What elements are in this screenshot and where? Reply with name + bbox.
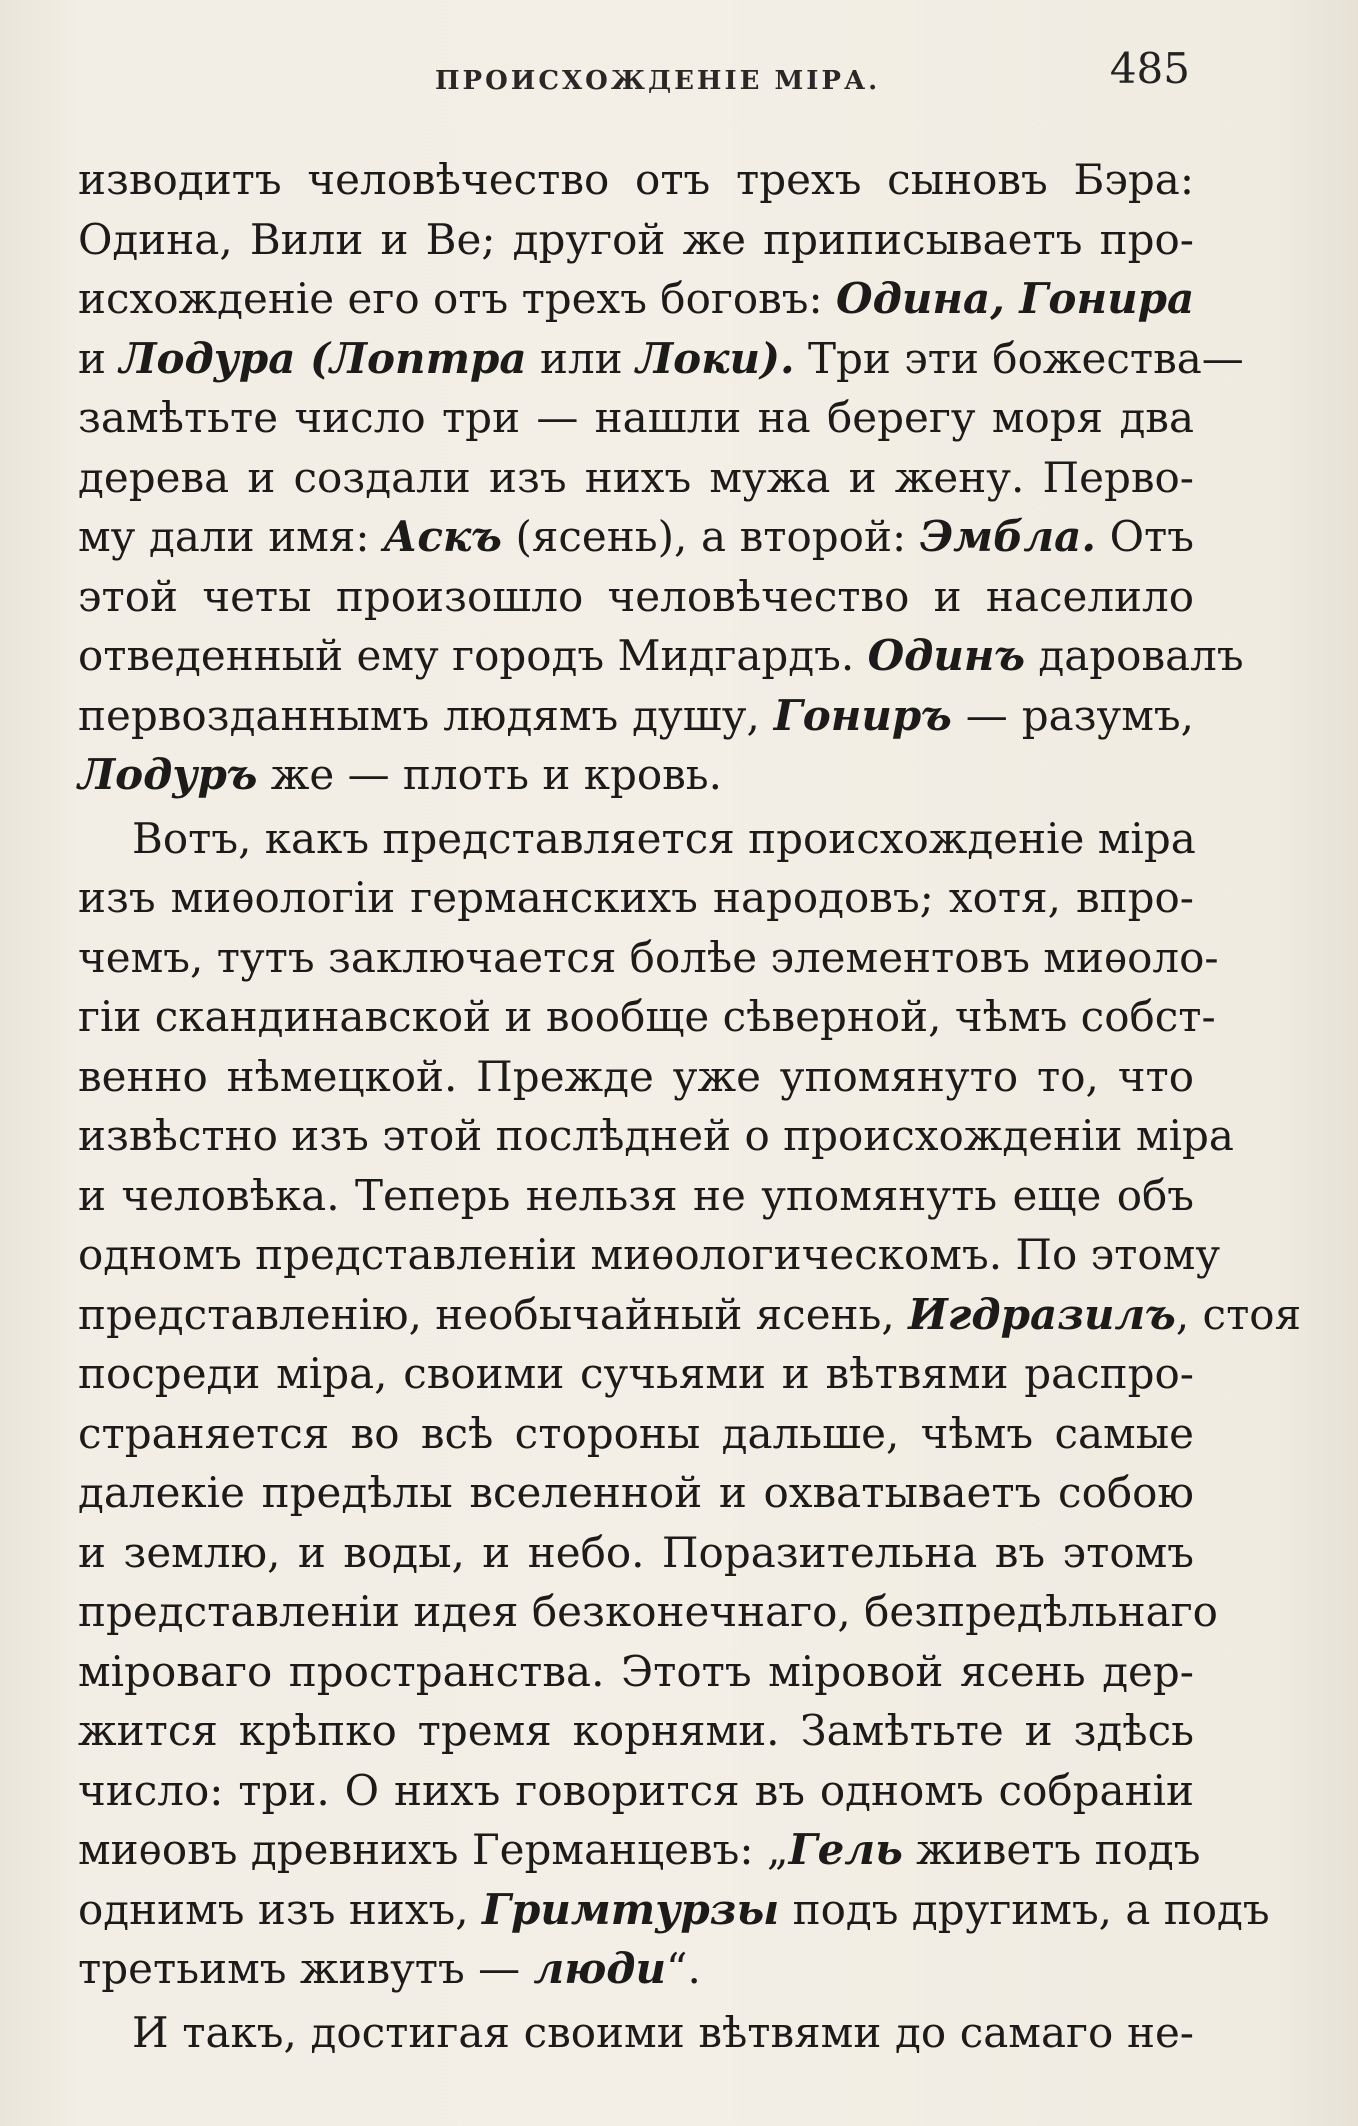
- text-line: [78, 1047, 1194, 1107]
- italic-name: Одина, Гонира: [836, 274, 1195, 323]
- text-run: страняется во всѣ стороны дальше, чѣмъ самые: [78, 1408, 1194, 1458]
- text-run: му дали имя:: [78, 512, 384, 561]
- text-run: или: [526, 333, 636, 383]
- text-run: дерева и создали изъ нихъ мужа и жену. Перво-: [78, 452, 1194, 502]
- text-run: же — плоть и кровь.: [257, 750, 722, 799]
- text-run: изводитъ человѣчество отъ трехъ сыновъ Бэра:: [78, 155, 1194, 204]
- text-run: Одина, Вили и Ве; другой же приписываетъ про-: [78, 214, 1194, 264]
- text-run: извѣстно изъ этой послѣдней о происхожденіи міра: [78, 1111, 1234, 1160]
- running-head: ПРОИСХОЖДЕНІЕ МІРА.: [435, 66, 881, 96]
- text-run: даровалъ: [1025, 631, 1244, 680]
- text-line: [78, 928, 1219, 988]
- text-line: [78, 1820, 1201, 1880]
- text-run: міроваго пространства. Этотъ міровой ясень дер-: [78, 1646, 1194, 1696]
- text-line: [78, 1463, 1194, 1523]
- text-line: [78, 1106, 1234, 1166]
- italic-name: Локи).: [635, 333, 795, 383]
- text-run: представленіи идея безконечнаго, безпредѣльнаго: [78, 1587, 1218, 1636]
- italic-name: люди: [533, 1944, 667, 1993]
- text-run: , стоя: [1175, 1289, 1302, 1339]
- italic-name: Одинъ: [867, 631, 1026, 680]
- text-run: чемъ, тутъ заключается болѣе элементовъ миѳоло-: [78, 932, 1219, 982]
- italic-name: Гримтурзы: [481, 1884, 780, 1934]
- italic-name: Лодуръ: [78, 750, 258, 799]
- text-line: [78, 626, 1244, 686]
- text-line: [78, 210, 1194, 270]
- body-text: [78, 150, 1302, 2062]
- paragraph: [78, 150, 1244, 805]
- text-run: жится крѣпко тремя корнями. Замѣтьте и здѣсь: [78, 1706, 1194, 1755]
- italic-name: Игдразилъ: [908, 1289, 1176, 1339]
- text-line: [78, 1761, 1194, 1821]
- text-line: [78, 1404, 1194, 1464]
- text-run: посреди міра, своими сучьями и вѣтвями распро-: [78, 1349, 1194, 1398]
- text-run: и человѣка. Теперь нельзя не упомянуть еще объ: [78, 1170, 1194, 1220]
- text-line: [78, 329, 1244, 389]
- text-line: [78, 987, 1216, 1047]
- text-run: изъ миѳологіи германскихъ народовъ; хотя, впро-: [78, 873, 1194, 922]
- text-line: [78, 745, 1194, 805]
- text-run: подъ другимъ, а подъ: [779, 1884, 1270, 1934]
- text-line: [78, 507, 1194, 567]
- text-line: [78, 868, 1194, 928]
- text-run: исхожденіе его отъ трехъ боговъ:: [78, 274, 837, 323]
- text-run: далекіе предѣлы вселенной и охватываетъ собою: [78, 1468, 1194, 1517]
- text-line: [78, 1166, 1194, 1226]
- text-run: одномъ представленіи миѳологическомъ. По этому: [78, 1230, 1221, 1279]
- text-line: [78, 686, 1194, 746]
- text-line: [78, 150, 1194, 210]
- text-line: [78, 1939, 1194, 1999]
- text-run: Отъ: [1095, 512, 1194, 561]
- text-line: [78, 448, 1194, 508]
- text-line: [78, 1582, 1218, 1642]
- text-run: отведенный ему городъ Мидгардъ.: [78, 631, 868, 680]
- text-line: [78, 1642, 1194, 1702]
- text-line: [78, 1880, 1270, 1940]
- paragraph: [78, 809, 1302, 1999]
- italic-name: Гониръ: [773, 690, 952, 740]
- text-line: [78, 1344, 1194, 1404]
- text-line: [78, 567, 1194, 627]
- text-run: первозданнымъ людямъ душу,: [78, 690, 774, 740]
- text-line: [78, 1701, 1194, 1761]
- text-run: этой четы произошло человѣчество и населило: [78, 571, 1194, 621]
- text-run: венно нѣмецкой. Прежде уже упомянуто то, что: [78, 1051, 1194, 1101]
- text-line: [78, 388, 1194, 448]
- italic-name: Лодура (Лоптра: [119, 333, 527, 383]
- text-line: [78, 1285, 1302, 1345]
- text-run: миѳовъ древнихъ Германцевъ: „: [78, 1825, 789, 1874]
- text-run: гіи скандинавской и вообще сѣверной, чѣмъ собст-: [78, 992, 1216, 1041]
- text-run: и землю, и воды, и небо. Поразительна въ этомъ: [78, 1527, 1194, 1577]
- text-run: И такъ, достигая своими вѣтвями до самаго не-: [132, 2007, 1194, 2057]
- text-run: Вотъ, какъ представляется происхожденіе міра: [132, 813, 1196, 863]
- italic-name: Гель: [788, 1825, 903, 1874]
- text-line: [78, 1523, 1194, 1583]
- text-run: и: [78, 333, 120, 383]
- text-run: “.: [666, 1944, 701, 1993]
- text-line: [78, 809, 1194, 869]
- text-run: (ясень), а второй:: [501, 512, 920, 561]
- text-run: третьимъ живутъ —: [78, 1944, 534, 1993]
- italic-name: Аскъ: [383, 512, 502, 561]
- text-run: представленію, необычайный ясень,: [78, 1289, 909, 1339]
- text-line: [78, 2003, 1194, 2063]
- text-run: число: три. О нихъ говорится въ одномъ собраніи: [78, 1765, 1194, 1815]
- text-run: Три эти божества—: [794, 333, 1244, 383]
- text-line: [78, 269, 1194, 329]
- text-line: [78, 1225, 1221, 1285]
- text-run: замѣтьте число три — нашли на берегу моря два: [78, 393, 1194, 442]
- paragraph: [78, 2003, 1194, 2063]
- text-run: живетъ подъ: [902, 1825, 1201, 1874]
- text-run: однимъ изъ нихъ,: [78, 1884, 482, 1934]
- text-run: — разумъ,: [951, 690, 1194, 740]
- italic-name: Эмбла.: [919, 512, 1096, 561]
- page-number: 485: [1109, 44, 1190, 93]
